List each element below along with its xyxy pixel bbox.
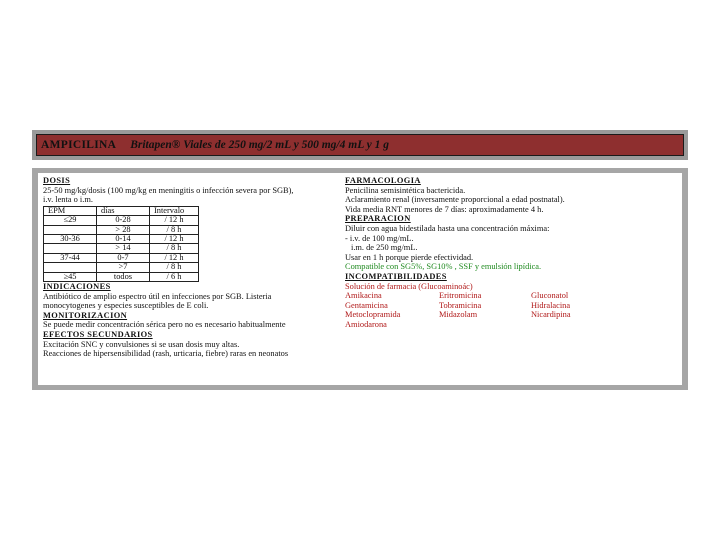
cell-epm: 30-36 <box>44 235 97 244</box>
table-row <box>44 263 199 272</box>
efectos-line: Excitación SNC y convulsiones si se usan dosis muy altas. <box>43 339 240 349</box>
cell-epm: ≤29 <box>44 216 97 225</box>
farmacologia-line: Penicilina semisintética bactericida. <box>345 185 466 195</box>
monitorizacion-line: Se puede medir concentración sérica pero no es necesario habitualmente <box>43 320 286 330</box>
farmacologia-line: Vida media RNT menores de 7 días: aproximadamente 4 h. <box>345 204 544 214</box>
table-row <box>44 272 199 281</box>
cell-epm: 37-44 <box>44 253 97 262</box>
incompat-item: Tobramicina <box>439 300 482 310</box>
incompat-item: Nicardipina <box>531 310 571 320</box>
incompat-item: Gluconatol <box>531 291 569 301</box>
table-row <box>44 216 199 225</box>
cell-dias: 0-28 <box>97 216 150 225</box>
incompat-subtitle: Solución de farmacia (Glucoaminoác) <box>345 281 473 291</box>
brand-presentation: Britapen® Viales de 250 mg/2 mL y 500 mg/4 mL y 1 g <box>130 139 390 151</box>
cell-dias: todos <box>97 272 150 281</box>
incompat-item: Hidralacina <box>531 300 571 310</box>
efectos-line: Reacciones de hipersensibilidad (rash, urticaria, fiebre) raras en neonatos <box>43 349 289 359</box>
indicaciones-line: Antibiótico de amplio espectro útil en infecciones por SGB. Listeria <box>43 291 272 301</box>
cell-epm: ≥45 <box>44 272 97 281</box>
col-header-dias: días <box>97 206 150 215</box>
indicaciones-heading: INDICACIONES <box>43 282 111 292</box>
monitorizacion-heading: MONITORIZACION <box>43 310 128 320</box>
table-row <box>44 244 199 253</box>
col-header-intervalo: Intervalo <box>150 206 199 215</box>
cell-epm <box>44 244 97 253</box>
incompat-item: Eritromicina <box>439 291 482 301</box>
preparacion-heading: PREPARACION <box>345 214 411 224</box>
incompat-item: Midazolam <box>439 310 478 320</box>
farmacologia-heading: FARMACOLOGIA <box>345 176 421 185</box>
dosis-heading: DOSIS <box>43 176 71 185</box>
col-header-epm: EPM <box>44 206 97 215</box>
incompat-list <box>345 291 679 329</box>
drug-name: AMPICILINA <box>41 139 117 151</box>
farmacologia-line: Aclaramiento renal (inversamente proporcional a edad postnatal). <box>345 195 565 205</box>
incompat-item: Metoclopramida <box>345 310 401 320</box>
dose-interval-table <box>43 206 199 282</box>
cell-intervalo: / 12 h <box>150 235 199 244</box>
compatibility-line: Compatible con SG5%, SG10% , SSF y emulsión lipídica. <box>345 262 542 272</box>
drug-sheet-card <box>32 168 688 390</box>
cell-epm <box>44 263 97 272</box>
preparacion-line: - i.v. de 100 mg/mL. <box>345 233 414 243</box>
cell-dias: 0-14 <box>97 235 150 244</box>
cell-intervalo: / 6 h <box>150 272 199 281</box>
cell-dias: >7 <box>97 263 150 272</box>
cell-intervalo: / 8 h <box>150 263 199 272</box>
preparacion-line: Usar en 1 h porque pierde efectividad. <box>345 252 474 262</box>
indicaciones-line: monocytogenes y especies susceptibles de E coli. <box>43 301 209 311</box>
cell-intervalo: / 12 h <box>150 253 199 262</box>
cell-dias: > 28 <box>97 225 150 234</box>
cell-dias: 0-7 <box>97 253 150 262</box>
cell-intervalo: / 8 h <box>150 225 199 234</box>
preparacion-line: Diluir con agua bidestilada hasta una concentración máxima: <box>345 223 550 233</box>
dosis-line: i.v. lenta o i.m. <box>43 195 93 205</box>
dosis-line: 25-50 mg/kg/dosis (100 mg/kg en meningitis o infección severa por SGB), <box>43 185 294 195</box>
cell-dias: > 14 <box>97 244 150 253</box>
cell-intervalo: / 12 h <box>150 216 199 225</box>
incompat-item: Amikacina <box>345 291 382 301</box>
left-panel <box>38 173 342 385</box>
efectos-heading: EFECTOS SECUNDARIOS <box>43 330 153 339</box>
incompat-item: Gentamicina <box>345 300 388 310</box>
cell-intervalo: / 8 h <box>150 244 199 253</box>
title-frame <box>32 130 688 160</box>
incompatibilidades-heading: INCOMPATIBILIDADES <box>345 271 447 281</box>
preparacion-line: i.m. de 250 mg/mL. <box>351 243 418 253</box>
right-panel <box>340 173 682 385</box>
drug-title-bar <box>36 134 684 156</box>
incompat-item: Amiodarona <box>345 319 387 329</box>
